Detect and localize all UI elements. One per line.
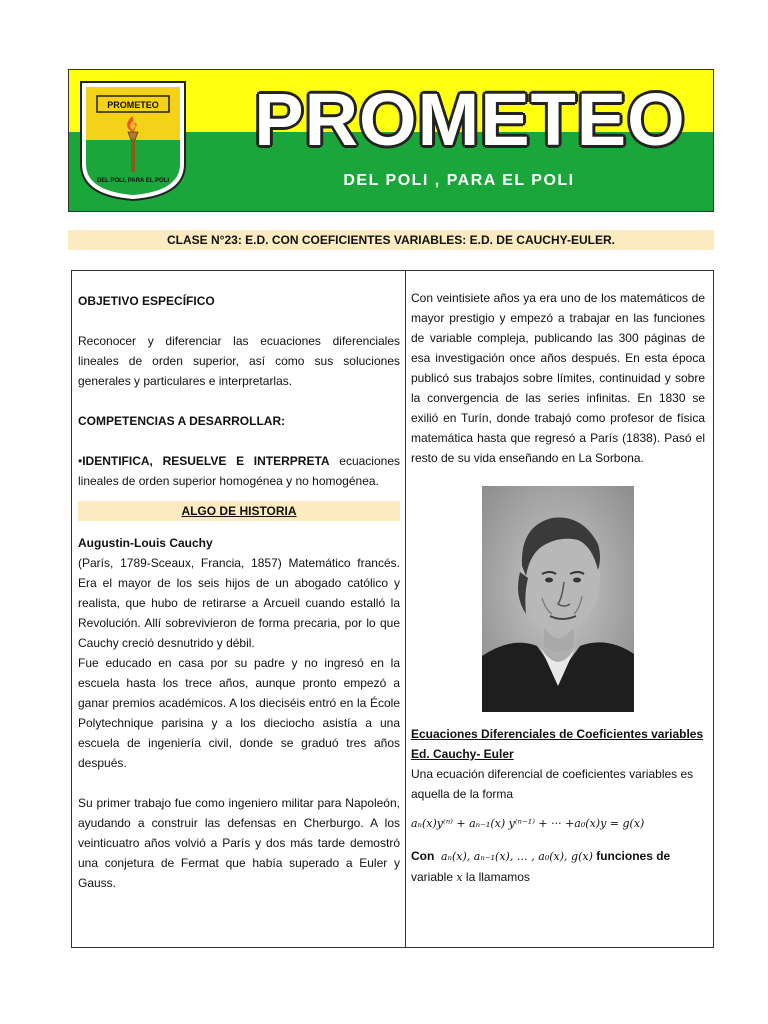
left-column bbox=[78, 291, 400, 893]
cauchy-portrait-image bbox=[482, 486, 634, 712]
variable-label: variable bbox=[411, 870, 457, 884]
content-table bbox=[71, 270, 714, 948]
variable-math: x bbox=[456, 871, 463, 884]
brand-title: PROMETEO bbox=[254, 78, 686, 161]
definition-text: Una ecuación diferencial de coeficientes variables es aquella de la forma bbox=[411, 767, 694, 801]
history-heading: ALGO DE HISTORIA bbox=[78, 501, 400, 521]
cauchy-euler-equation: aₙ(x)y⁽ⁿ⁾ + aₙ₋₁(x) y⁽ⁿ⁻¹⁾ + ··· +a₀(x)y = g(x) bbox=[411, 817, 645, 830]
history-paragraph-4: Con veintisiete años ya era uno de los matemáticos de mayor prestigio y empezó a trabajar en las funciones de variable compleja, publicando las 300 páginas de esa investigación once años después. En esta época publicó sus trabajos sobre límites, continuidad y sobre la convergencia de las series infinitas. En 1830 se exilió en Turín, donde trabajó como profesor de física matemática hasta que regresó a París (1838). Pasó el resto de su vida enseñando en La Sorbona. bbox=[411, 291, 705, 465]
functions-line bbox=[411, 846, 705, 867]
objective-heading: OBJETIVO ESPECÍFICO bbox=[78, 294, 215, 308]
svg-text:PROMETEO: PROMETEO bbox=[107, 100, 159, 110]
history-paragraph-2: Fue educado en casa por su padre y no ingresó en la escuela hasta los trece años, aunque pronto empezó a ganar premios académicos. A los dieciséis entró en la École Polytechnique parisina y a los dieciocho asistía a una escuela de ingeniería civil, donde se graduó tres años después. bbox=[78, 656, 400, 770]
competencia-item bbox=[78, 451, 400, 491]
section-title-1: Ecuaciones Diferenciales de Coeficientes variables bbox=[411, 727, 704, 741]
column-divider bbox=[405, 271, 406, 947]
functions-text: funciones de bbox=[592, 849, 671, 863]
objective-text: Reconocer y diferenciar las ecuaciones diferenciales lineales de orden superior, así como sus soluciones generales y particulares e interpretarlas. bbox=[78, 334, 400, 388]
bullet-icon: • bbox=[78, 454, 83, 468]
history-paragraph-1: (París, 1789-Sceaux, Francia, 1857) Matemático francés. Era el mayor de los seis hijos de un abogado católico y realista, que hubo de retirarse a Arcueil cuando estalló la Revolución. Allí sobrevivieron de forma precaria, por lo que Cauchy creció desnutrido y débil. bbox=[78, 556, 400, 650]
class-title-bar: CLASE N°23: E.D. CON COEFICIENTES VARIABLES: E.D. DE CAUCHY-EULER. bbox=[68, 230, 714, 250]
svg-text:DEL POLI, PARA EL POLI: DEL POLI, PARA EL POLI bbox=[96, 178, 170, 184]
prometeo-shield-logo bbox=[77, 78, 189, 204]
coefficients-math: aₙ(x), aₙ₋₁(x), … , a₀(x), g(x) bbox=[441, 850, 593, 863]
competencias-heading: COMPETENCIAS A DESARROLLAR: bbox=[78, 414, 286, 428]
competencia-rest: ecuaciones lineales de orden superior homogénea y no homogénea. bbox=[78, 454, 400, 488]
con-label: Con bbox=[411, 849, 435, 863]
section-title-2: Ed. Cauchy- Euler bbox=[411, 747, 514, 761]
brand-motto: DEL POLI , PARA EL POLI bbox=[343, 172, 575, 189]
right-column bbox=[411, 288, 705, 888]
variable-rest: la llamamos bbox=[462, 870, 530, 884]
variable-line bbox=[411, 867, 705, 888]
header-banner bbox=[68, 69, 714, 212]
competencia-bold: IDENTIFICA, RESUELVE E INTERPRETA bbox=[82, 454, 330, 468]
cauchy-name: Augustin-Louis Cauchy bbox=[78, 536, 213, 550]
history-paragraph-3: Su primer trabajo fue como ingeniero militar para Napoleón, ayudando a construir las defensas en Cherburgo. A los veinticuatro años volvió a París y dos más tarde demostró una conjetura de Fermat que había superado a Euler y Gauss. bbox=[78, 796, 400, 890]
